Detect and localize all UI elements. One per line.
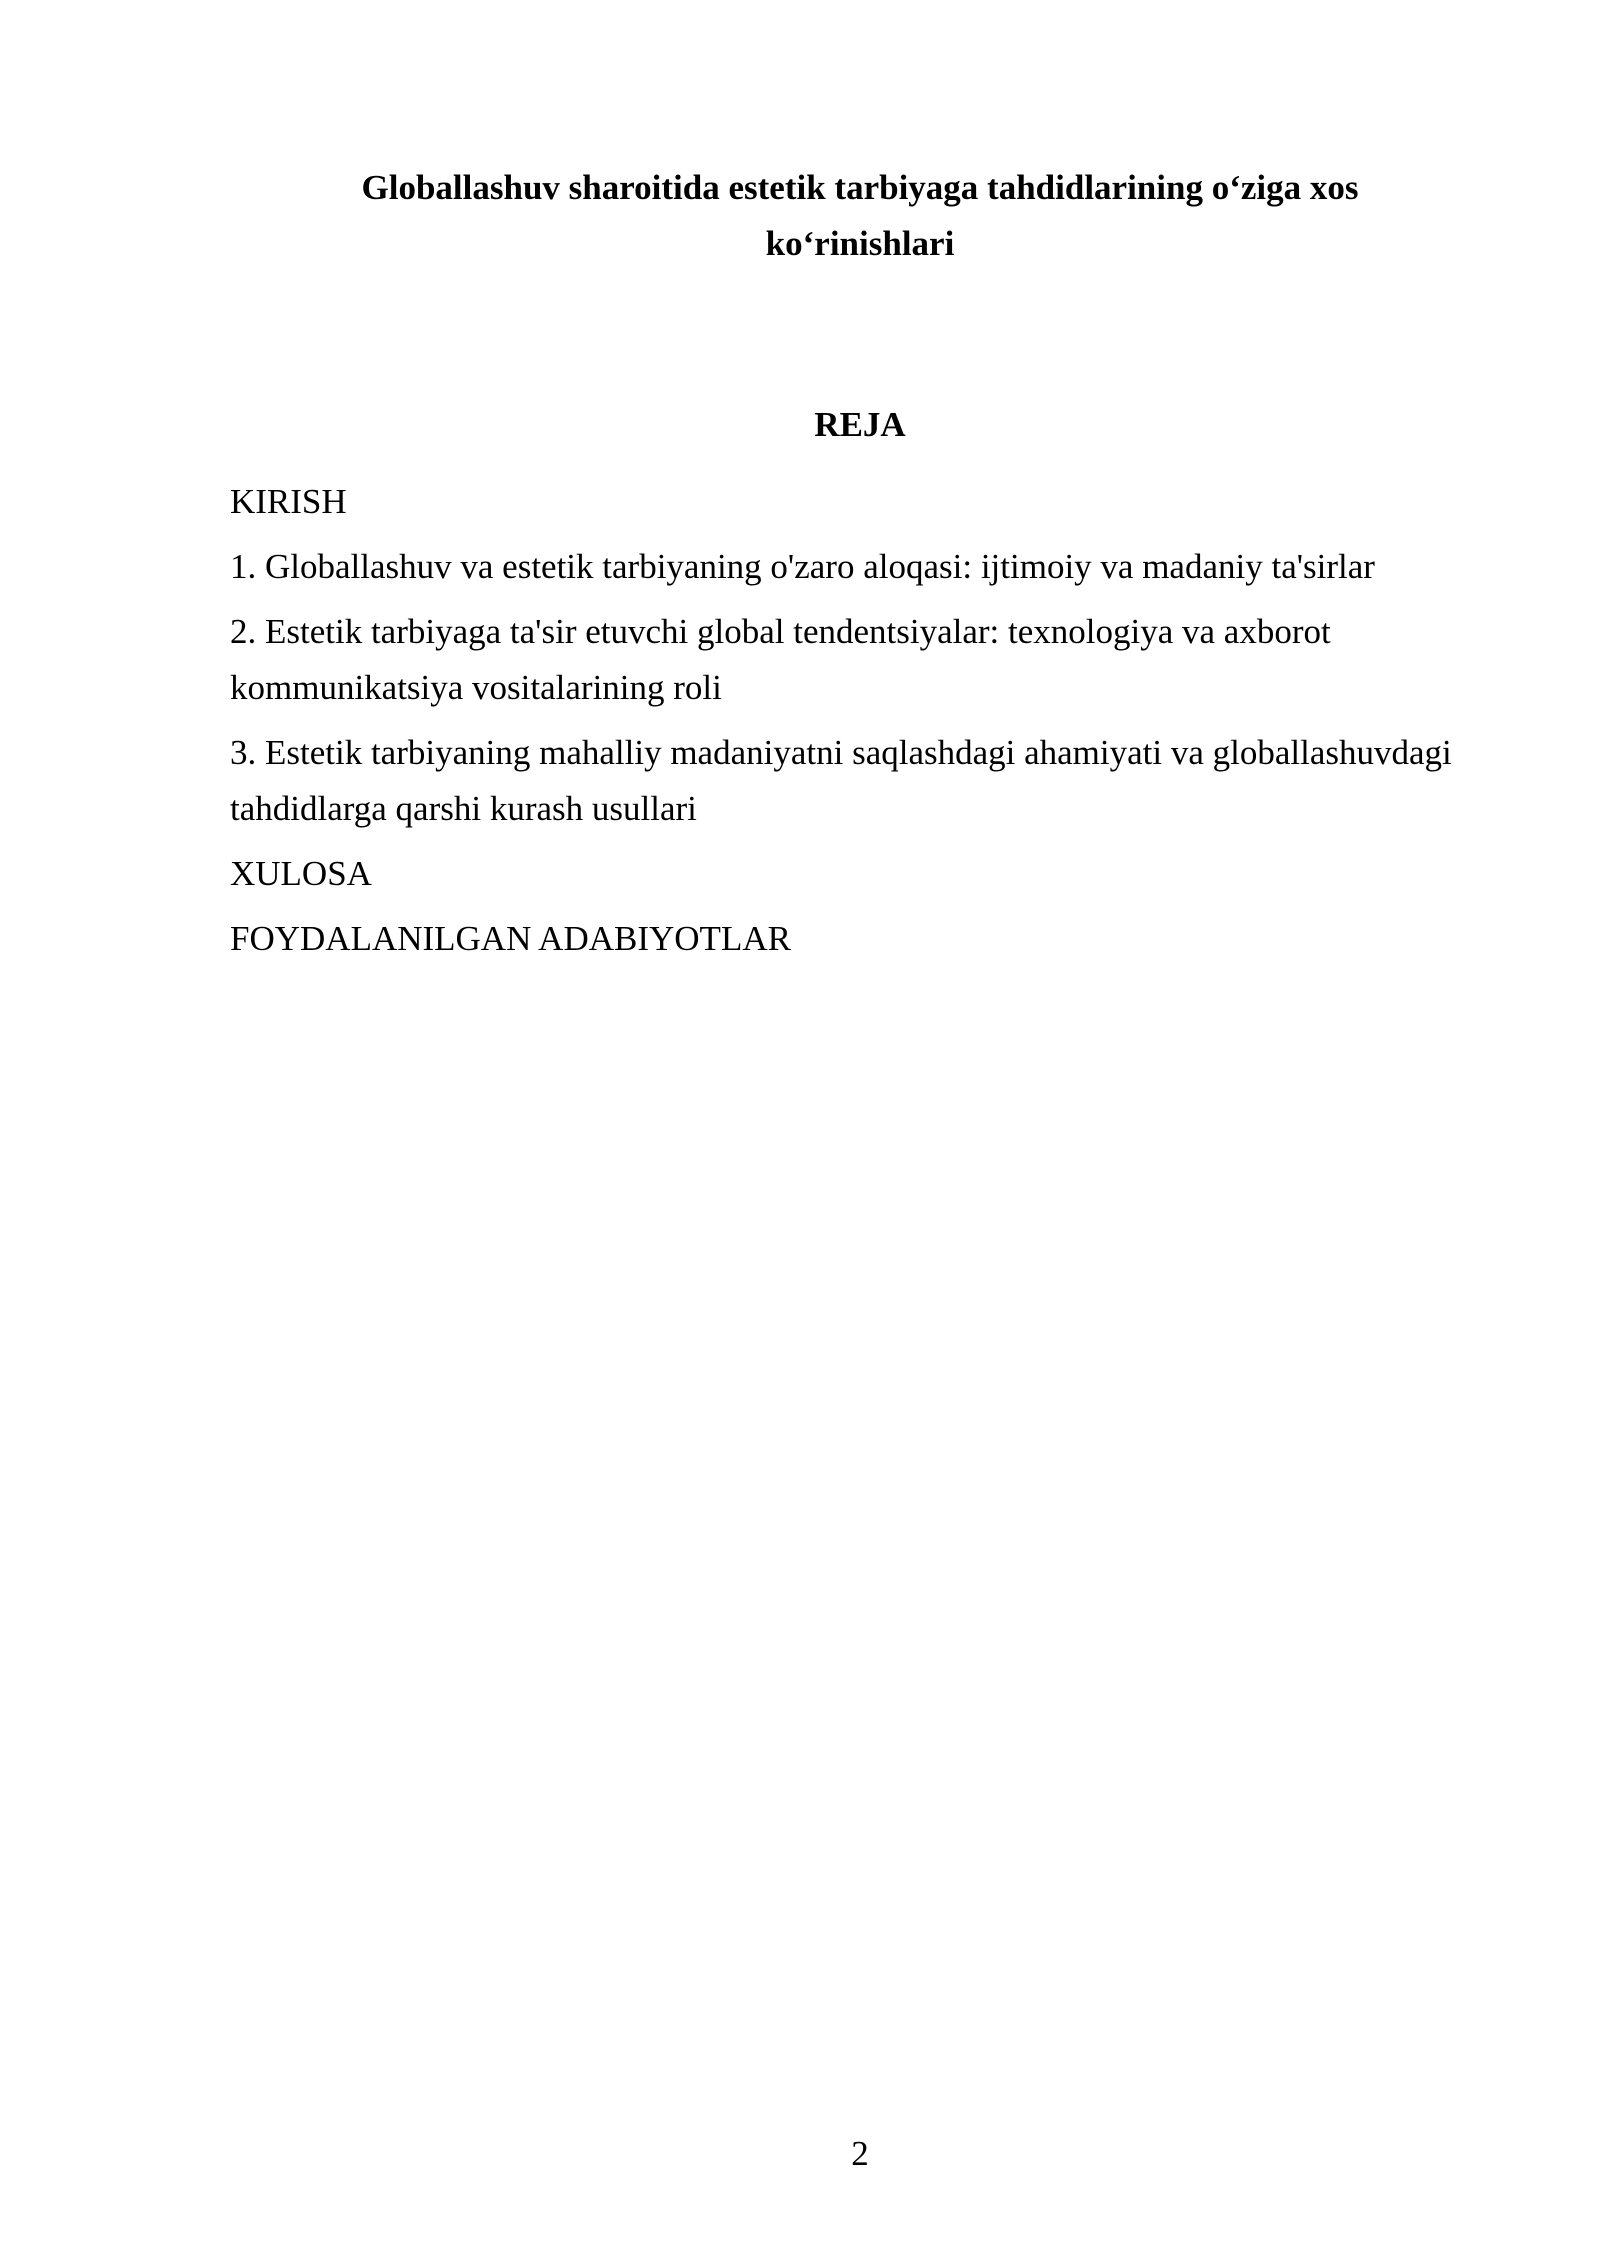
plan-item-references: FOYDALANILGAN ADABIYOTLAR (230, 919, 791, 958)
plan-heading: REJA (814, 405, 906, 444)
plan-item-3: 3. Estetik tarbiyaning mahalliy madaniyatni saqlashdagi ahamiyati va globallashuvdagi tahdidlarga qarshi kurash usullari (230, 733, 1452, 828)
document-title: Globallashuv sharoitida estetik tarbiyaga tahdidlarining o‘ziga xos ko‘rinishlari (361, 168, 1359, 263)
page-number: 2 (851, 2134, 869, 2173)
plan-list (230, 474, 1480, 976)
plan-item-2: 2. Estetik tarbiyaga ta'sir etuvchi global tendentsiyalar: texnologiya va axborot kommunikatsiya vositalarining roli (230, 612, 1331, 707)
plan-item-conclusion: XULOSA (230, 854, 372, 893)
plan-item-1: 1. Globallashuv va estetik tarbiyaning o'zaro aloqasi: ijtimoiy va madaniy ta'sirlar (230, 547, 1375, 586)
plan-item-introduction: KIRISH (230, 482, 347, 521)
